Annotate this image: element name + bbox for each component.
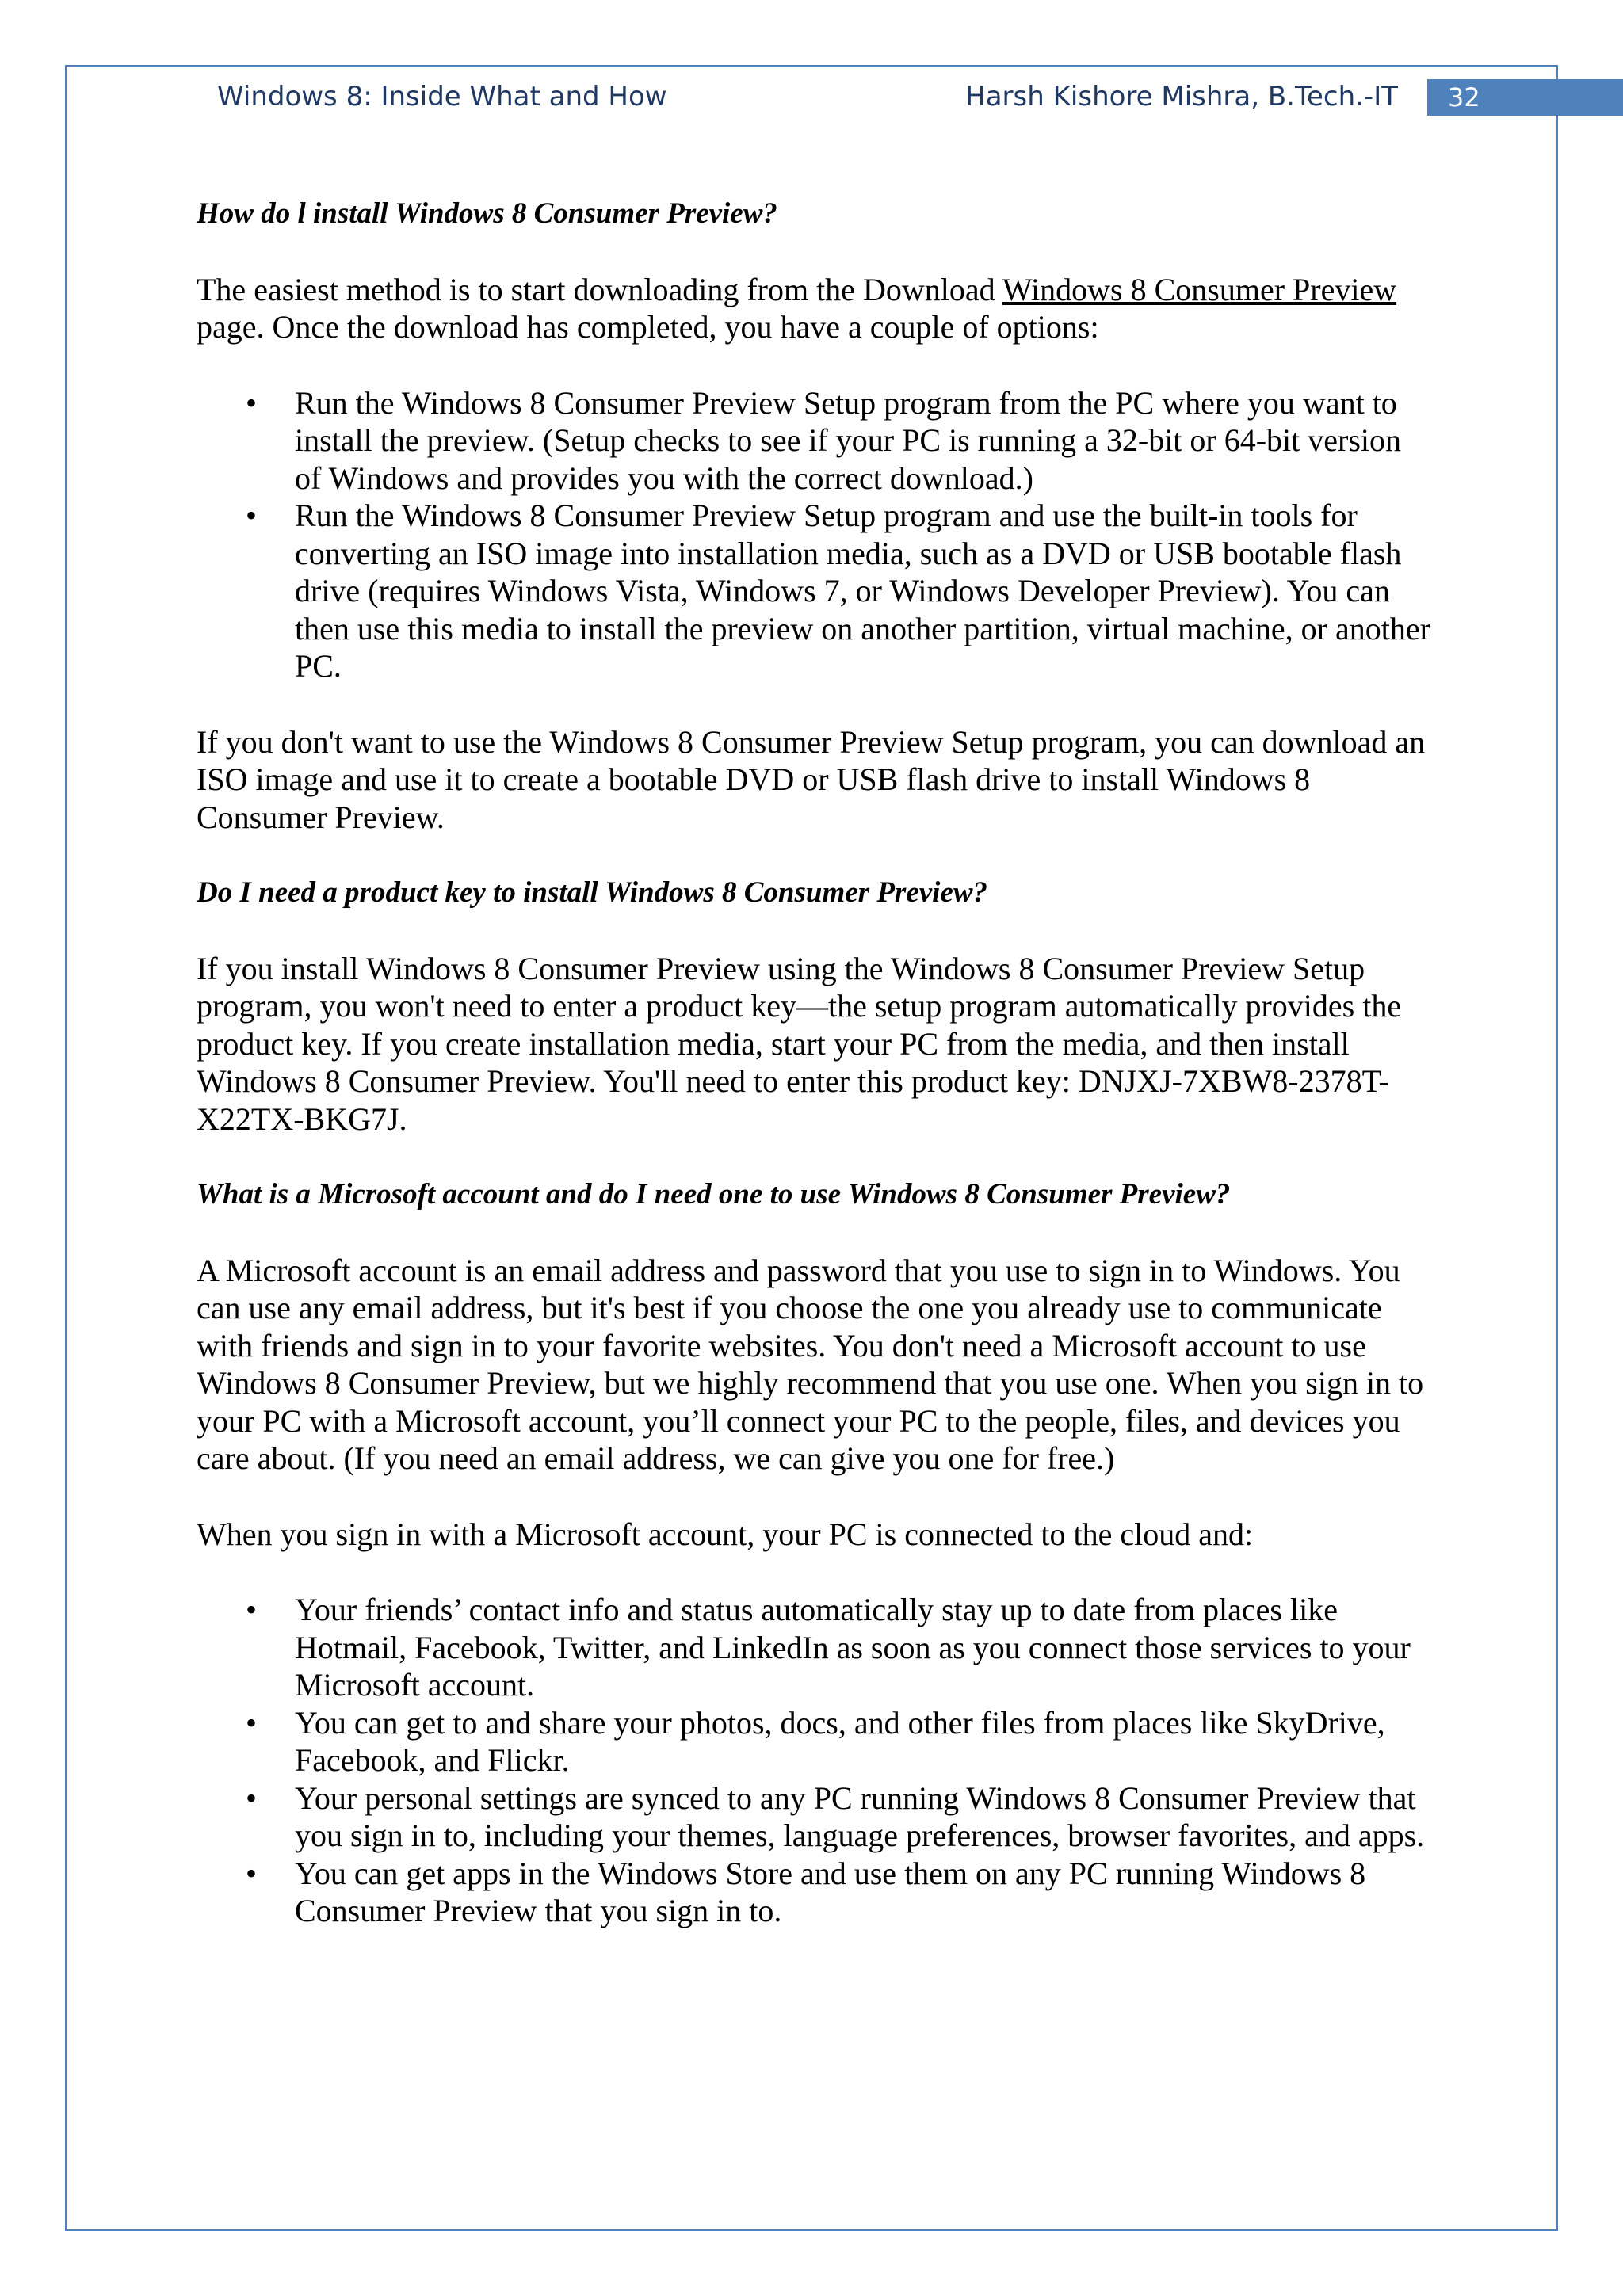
- section-heading-microsoft-account: What is a Microsoft account and do I need one to use Windows 8 Consumer Preview?: [197, 1178, 1231, 1211]
- page-number: 32: [1427, 79, 1623, 116]
- install-intro-text: The easiest method is to start downloading from the Download: [197, 271, 1002, 307]
- microsoft-account-paragraph: A Microsoft account is an email address and password that you use to sign in to Windows. You can use any email address, but it's best if you choose the one you already use to communicate with friends and sign in to your favorite websites. You don't need a Microsoft account to use Windows 8 Consumer Preview, but we highly recommend that you use one. When you sign in to your PC with a Microsoft account, you’ll connect your PC to the people, files, and devices you care about. (If you need an email address, we can give you one for free.): [197, 1252, 1424, 1476]
- product-key-paragraph: If you install Windows 8 Consumer Preview using the Windows 8 Consumer Preview Setup program, you won't need to enter a product key—the setup program automatically provides the product key. If you create installation media, start your PC from the media, and then install Windows 8 Consumer Preview. You'll need to enter this product key: DNJXJ-7XBW8-2378T-X22TX-BKG7J.: [197, 950, 1402, 1137]
- list-item: • Run the Windows 8 Consumer Preview Setup program from the PC where you want to install the preview. (Setup checks to see if your PC is running a 32-bit or 64-bit version of Windows and provides you with the correct download.): [295, 384, 1433, 498]
- list-item: • Your personal settings are synced to any PC running Windows 8 Consumer Preview that you sign in to, including your themes, language preferences, browser favorites, and apps.: [295, 1779, 1433, 1855]
- install-closing-paragraph: If you don't want to use the Windows 8 Consumer Preview Setup program, you can download an ISO image and use it to create a bootable DVD or USB flash drive to install Windows 8 Consumer Preview.: [197, 723, 1426, 835]
- install-options-list: [197, 384, 1433, 685]
- account-benefits-list: [197, 1591, 1433, 1930]
- header-author: Harsh Kishore Mishra, B.Tech.-IT: [965, 81, 1398, 113]
- install-intro-paragraph: [197, 271, 1433, 346]
- list-item: • You can get apps in the Windows Store and use them on any PC running Windows 8 Consumer Preview that you sign in to.: [295, 1855, 1433, 1930]
- download-page-link[interactable]: Windows 8 Consumer Preview: [1002, 271, 1397, 307]
- section-heading-product-key: Do I need a product key to install Windows 8 Consumer Preview?: [197, 876, 988, 909]
- document-body: [197, 195, 1433, 1968]
- cloud-lead-paragraph: When you sign in with a Microsoft account, your PC is connected to the cloud and:: [197, 1516, 1254, 1552]
- list-item: • Your friends’ contact info and status automatically stay up to date from places like Hotmail, Facebook, Twitter, and LinkedIn as soon as you connect those services to your Microsoft account.: [295, 1591, 1433, 1704]
- section-heading-install: How do l install Windows 8 Consumer Preview?: [197, 197, 777, 230]
- header-title: Windows 8: Inside What and How: [217, 81, 667, 113]
- install-intro-text-end: page. Once the download has completed, you have a couple of options:: [197, 309, 1099, 345]
- list-item: • Run the Windows 8 Consumer Preview Setup program and use the built-in tools for converting an ISO image into installation media, such as a DVD or USB bootable flash drive (requires Windows Vista, Windows 7, or Windows Developer Preview). You can then use this media to install the preview on another partition, virtual machine, or another PC.: [295, 497, 1433, 685]
- list-item: • You can get to and share your photos, docs, and other files from places like SkyDrive, Facebook, and Flickr.: [295, 1704, 1433, 1779]
